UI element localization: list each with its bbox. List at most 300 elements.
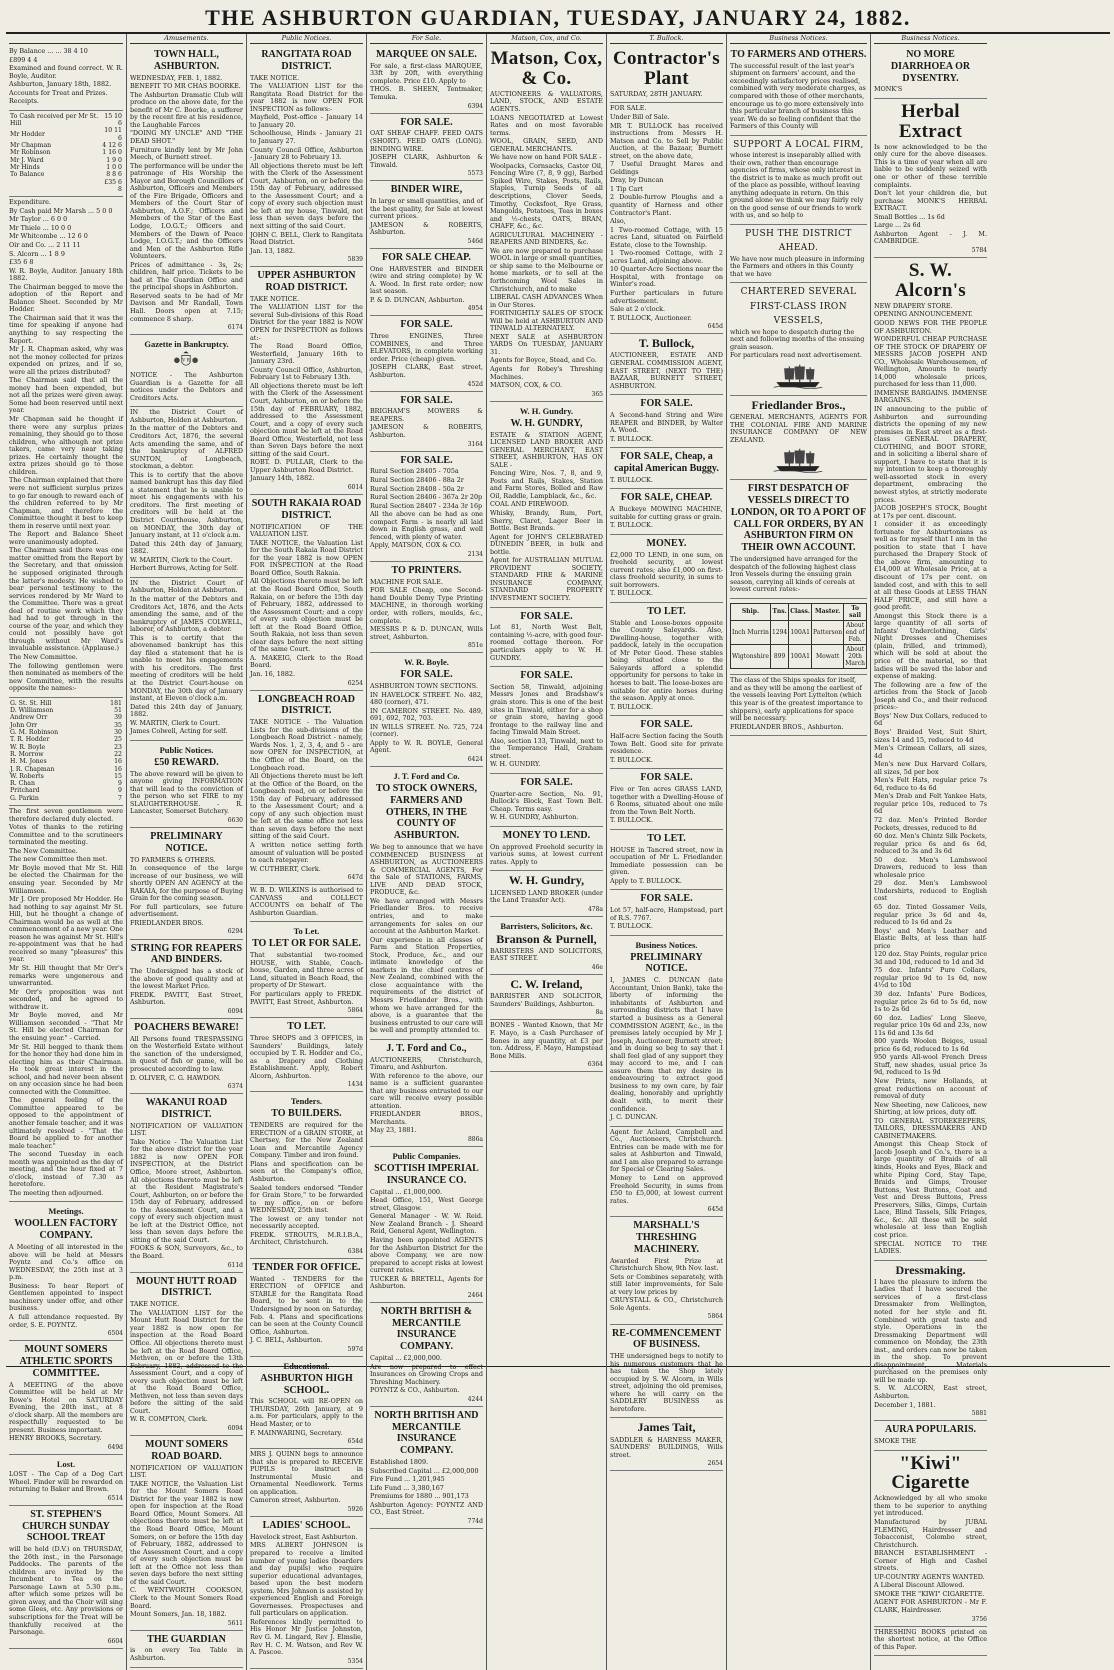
paragraph: Acknowledged by all who smoke them to be superior to anything yet introduced. (874, 1494, 987, 1518)
paragraph: S. W. ALCORN, East street, Ashburton. (874, 1384, 987, 1400)
paragraph: Amongst this Cheap Stock of Jacob Joseph and Co.'s, there is a large quantity of Braids of all kinds, Hooks and Eyes, Black and white Piping Cord, Stay Tape, Braids and Gimps, Trouser Buttons, Vest Buttons, Coat and Vest and Dress Buttons, Press Preservers, Silks, Gimps, Curtain Lace, Blind Tassels, Silk Fringes, &c., &c. All these will be sold wholesale at less than English cost price. (874, 1140, 987, 1239)
table-cell: Mr Robinson (10, 149, 51, 157)
advertisement (130, 1436, 243, 1631)
paragraph: Money to Lend on approved Freehold Security, in sums from £50 to £5,000, at lowest current rates. (609, 1173, 723, 1205)
paragraph: In large or small quantities, and of the best quality, for Sale at lowest current prices. (369, 197, 483, 221)
table-cell: John Orr (10, 721, 38, 729)
paragraph: A written notice setting forth amount of valuation will be posted to each ratepayer. (249, 841, 363, 865)
paragraph: Amongst this Stock there is a large quantity of all sorts of Infants' Underclothing, Girls' Night Dresses and Chemises (plain, frilled, and trimmed), which will be sold at about the price of the material, so that ladies will be saved the labor and expense of making. (874, 611, 987, 681)
paragraph: Whisky, Brandy, Rum, Port, Sherry, Claret, Lager Beer in Bottle. Best Brands. (489, 509, 603, 533)
paragraph: The second Tuesday in each month was appointed as the day of meeting, and the hour fixed at 7 o'clock, instead of 7.30 as heretofore. (9, 1150, 123, 1189)
ad-title: FOR SALE. (640, 893, 693, 905)
ad-title: SCOTTISH IMPERIAL INSURANCE CO. (374, 1163, 479, 1186)
advertisement (874, 46, 987, 99)
table-header-cell: Ship. (730, 603, 770, 620)
ad-code: 6094 (227, 1424, 243, 1432)
paragraph: New Prints, new Hollands, at great reductions on account of removal of duty (874, 1077, 987, 1101)
table-cell: 25 (114, 736, 122, 744)
advertisement (370, 392, 483, 452)
paragraph: Our experience in all classes of Farm and Station Properties, Stock, Produce, &c., and our intimate knowledge of the markets in the chief centres of New Zealand, combined with the close acquaintance with the requirements of the district of Messrs Friedlander Bros., with whom we have arranged for the above, is a guarantee that the business entrusted to our care will be well and promptly attended to. (369, 935, 483, 1035)
paragraph: Boys' Braided Vest, Suit Shirt, sizes 14 and 15, reduced to 4d (874, 727, 987, 744)
ad-title: MOUNT HUTT ROAD DISTRICT. (136, 1275, 237, 1299)
advertisement (130, 335, 243, 407)
table-row (9, 714, 123, 721)
table-cell: W. R. Boyle (10, 743, 46, 751)
ad-code: 6094 (227, 1007, 243, 1015)
paragraph: All Persons found TRESPASSING on the Westerfield Estate without the sanction of the undersigned, in quest of fish or game, will be prosecuted according to law. (129, 1034, 243, 1073)
table-cell: To Balance (10, 171, 45, 179)
table-cell: 10 11 6 (104, 127, 122, 142)
ad-code: 5881 (971, 1410, 987, 1418)
advertisement (370, 114, 483, 182)
paragraph: THRESHING BOOKS printed on the shortest notice, at the Office of this Paper. (874, 1627, 987, 1651)
advertisement (370, 767, 483, 1040)
account-table (9, 700, 123, 802)
ad-code: 611d (227, 1261, 243, 1269)
paragraph: NEXT SALE at ASHBURTON YARDS On TUESDAY, JANUARY 31. (489, 332, 603, 356)
paragraph: The New Committee. (9, 846, 78, 855)
paragraph: Men's Crimean Collars, all sizes, 4d (874, 744, 987, 760)
table-row (9, 179, 123, 194)
advertisement (370, 46, 483, 114)
newspaper-title: THE ASHBURTON GUARDIAN, TUESDAY, JANUARY 24, 1882. (205, 5, 911, 30)
advertisement (370, 181, 483, 249)
paragraph: We have now on hand FOR SALE - (489, 153, 602, 162)
paragraph: The successful result of the last year's shipment on farmers' account, and the exceedingly satisfactory prices realised, combined with very moderate charges, as compared with those of other merchants, encourage us to go more extensively into this particular branch of business this year. We do so feeling confident that the Farmers of this County will (729, 61, 866, 131)
advertisement (130, 1631, 243, 1668)
paragraph: JOSEPH CLARK, Ashburton & Tinwald. (369, 153, 483, 169)
advertisement (610, 716, 723, 769)
advertisement (730, 599, 867, 676)
advertisement (130, 940, 243, 1019)
paragraph: Cameron street, Ashburton. (249, 1496, 341, 1505)
table-cell: J. R. Chapman (10, 765, 55, 773)
paragraph: Jan. 13, 1882. (249, 246, 296, 255)
paragraph: AUCTIONEERS, Christchurch, Timaru, and Ashburton. (369, 1055, 483, 1072)
advertisement (9, 46, 123, 111)
paragraph: Five or Ten acres GRASS LAND, together with a Dwelling-House of 6 Rooms, situated about one mile from the Town Belt North. (609, 784, 723, 816)
table-row (9, 149, 123, 156)
paragraph: W. H. GUNDRY. (489, 760, 541, 769)
paragraph: Wanted - TENDERS for the ERECTION of OFFICE and STABLE for the Rangitata Road Board, to be sent in to the Undersigned by noon on Saturday, Feb. 4. Plans and specifications can be seen at the County Council Office, Ashburton. (249, 1274, 363, 1336)
paragraph: Mayfield, Post-office - January 14 to January 20. (249, 113, 363, 129)
ad-code: 4954 (467, 305, 483, 313)
paragraph: T. BULLOCK. (609, 434, 653, 443)
paragraph: Mr St. Hill begged to thank them for the honor they had done him in electing him as their Chairman. He took great interest in the school, and had never been absent on any occasion since he had been connected with the Committee. (9, 1042, 123, 1096)
paragraph: Jan. 16, 1882. (249, 670, 296, 679)
paragraph: Mr Taylor ... 6 0 0 (9, 215, 68, 224)
paragraph: FOR SALE Cheap, one Second-hand Double Demy Type Printing MACHINE, in thorough working order, with rollers, moulds, &c., complete. (369, 586, 483, 625)
ad-code: 774d (467, 1517, 483, 1525)
paragraph: This is to certify that the above named bankrupt has this day filed a statement that he is unable to meet his engagements with his creditors. The first meeting of creditors will be held at the District Courthouse, Ashburton, on MONDAY, the 30th day of January instant, at 11 o'clock a.m. (129, 470, 243, 540)
ad-title: SOUTH RAKAIA ROAD DISTRICT. (251, 498, 362, 521)
table-row (9, 751, 123, 758)
ad-title: NORTH BRITISH AND MERCANTILE INSURANCE COMPANY. (374, 1409, 479, 1457)
paragraph: FRIEDLANDER BROS., Merchants. (369, 1110, 483, 1126)
ad-code: 5354 (347, 1657, 363, 1665)
advertisement (610, 489, 723, 534)
table-cell: G. St. St. Hill (10, 699, 52, 707)
advertisement (130, 828, 243, 940)
paragraph: The above reward will be given to anyone giving INFORMATION that will lead to the conviction of the person who set FIRE to my SLAUGHTERHOUSE. - R. Lancaster, Somerset Butchery. (129, 769, 243, 816)
ad-title: POACHERS BEWARE! (134, 1021, 239, 1033)
paragraph: MONK'S (874, 85, 903, 94)
table-row (730, 620, 866, 644)
paragraph: Mr J. R. Chapman asked, why was not the money collected for prizes expended on prizes, and if so, were all the prizes distributed? (9, 345, 123, 376)
advertisement (610, 830, 723, 891)
paragraph: FRIEDLANDER BROS., Ashburton. (729, 722, 844, 731)
ad-title: T. Bullock, (638, 336, 695, 351)
advertisement (874, 1421, 987, 1450)
paragraph: T. BULLOCK, Auctioneer. (609, 313, 692, 322)
ad-code: 365 (591, 390, 603, 398)
ad-title: W. H. Gundry, (508, 873, 585, 888)
ad-code: 5926 (347, 1506, 363, 1514)
paragraph: Are now prepared to effect Insurances on Growing Crops and Threshing Machinery. (369, 1362, 483, 1386)
paragraph: Votes of thanks to the retiring Committee and to the scrutineers terminated the meeting. (9, 823, 123, 847)
paragraph: LICENSED LAND BROKER (under the Land Transfer Act). (489, 888, 603, 905)
table-cell: D. Williamson (10, 707, 54, 715)
paragraph: whose interest is inseparably allied with their own, rather than encourage agencies of firms, whose only interest in the district is to make as much profit out of the place as possible, without leaving anything adequate in return. On this ground alone we think we may fairly rely on the good sense of our friends to work with us, and so help to (729, 151, 864, 220)
paragraph: C. WENTWORTH COOKSON, Clerk to the Mount Somers Road Board. (129, 1586, 243, 1610)
paragraph: W. H. GUNDRY, Ashburton. (489, 813, 579, 822)
paragraph: Men's Felt Hats, regular price 7s 6d, reduce to 4s 6d (874, 776, 987, 792)
table-header-cell: Master. (812, 603, 844, 620)
advertisement (490, 774, 603, 827)
ad-code: 6364 (587, 1061, 603, 1069)
paragraph: A Meeting of all interested in the above will be held at Messrs Poyntz and Co.'s office on WEDNESDAY, the 25th inst at 3 p.m. (9, 1243, 123, 1282)
paragraph: James Colwell, Acting for self. (129, 727, 228, 736)
ad-title: MARQUEE ON SALE. (376, 49, 477, 60)
paragraph: Manufactured by JUBAL FLEMING, Hairdresser and Tobacconist, Colombo street, Christchurch. (874, 1518, 987, 1549)
ad-code: 6514 (107, 1494, 123, 1502)
ad-code: 6014 (347, 483, 363, 491)
advertisement (370, 1147, 483, 1303)
paragraph: 800 yards Woolen Beiges, usual price 6s 6d, reduced to 1s 6d (874, 1037, 987, 1053)
ad-title: FOR SALE CHEAP. (382, 251, 471, 263)
ad-title: NO MORE DIARRHOEA OR DYSENTRY. (890, 49, 971, 84)
advertisement (490, 1020, 603, 1072)
paragraph: Having been appointed AGENTS for the Ashburton District for the above Company, we are now prepared to accept risks at lowest current rates. (369, 1235, 483, 1275)
table-row (9, 142, 123, 149)
table-cell: 899 (770, 645, 788, 669)
advertisement (610, 1418, 723, 1471)
paragraph: W. B. D. WILKINS is authorised to CANVASS and COLLECT ACCOUNTS on behalf of The Ashburton Guardian. (249, 886, 363, 917)
advertisement (610, 535, 723, 603)
paragraph: CRUYSTALL & CO., Christchurch Sole Agents. (609, 1296, 723, 1312)
paragraph: W. CUTHBERT, Clerk. (249, 864, 321, 873)
paragraph: Mr Thiele ... 10 0 0 (9, 223, 72, 232)
advertisement (130, 1273, 243, 1436)
advertisement (610, 103, 723, 334)
ad-code: 5611 (227, 1619, 243, 1627)
section-heading: Meetings. (48, 1206, 84, 1217)
advertisement (250, 267, 363, 495)
advertisement (874, 1451, 987, 1627)
table-row (9, 744, 123, 751)
paragraph: The undersigned have arranged for the despatch of the following highest class Iron Vessels during the ensuing grain season, carrying all kinds of cereals at lowest current rates:- (729, 554, 858, 594)
ad-title: LONGBEACH ROAD DISTRICT. (258, 693, 355, 717)
table-cell: G. M. Robinson (10, 728, 59, 736)
paragraph: TO FARMERS & OTHERS. (129, 855, 216, 864)
paragraph: We have now much pleasure in informing the Farmers and others in this County that we have (729, 254, 865, 278)
advertisement (610, 46, 723, 103)
shipping-table (730, 603, 867, 670)
paragraph: Receipts. (9, 97, 39, 106)
paragraph: I have the pleasure to inform the Ladies that I have secured the services of a first-class Dressmaker from Wellington, noted for her style and fit. Combined with great taste and style. Operations in the Dressmaking Department will commence on Monday, the 23th inst., and orders can now be taken in the shop. To prevent disappointment, Materials purchased on the premises only will be made up. (874, 1277, 987, 1384)
paragraph: GENERAL MERCHANTS, AGENTS FOR THE COLONIAL FIRE AND MARINE INSURANCE COMPANY OF NEW ZEALAND. (729, 413, 867, 444)
section-heading: W. H. Gundry. (519, 405, 574, 416)
ad-title: Branson & Purnell, (496, 931, 597, 946)
table-row (9, 795, 123, 802)
paragraph: Apply to W. R. BOYLE, General Agent. (369, 738, 483, 755)
paragraph: Examined and found correct. W. R. Boyle, Auditor. (9, 64, 123, 80)
ad-title: FOR SALE. (400, 394, 453, 406)
paragraph: 7 Useful Draught Mares and Geldings (609, 160, 723, 176)
advertisement (610, 603, 723, 716)
paragraph: FOOKS & SON, Surveyors, &c., to the Board. (129, 1244, 243, 1261)
paragraph: Oir and Co. ... 2 11 11 (9, 241, 81, 249)
paragraph: The general feeling of the Committee appeared to be opposed to the appointment of another female teacher, and it was ultimately resolved - "That the Board be applied to for another male teacher." (9, 1096, 123, 1150)
paragraph: Quarter-acre Section, No. 91, Bullock's Block, East Town Belt. Cheap. Terms easy. (489, 789, 603, 813)
paragraph: That substantial two-roomed HOUSE, with Stable, Coach-house, Garden, and three acres of Land, situated in Beach Road, the property of Dr Stewart. (249, 951, 363, 990)
ad-code: 597d (347, 1345, 363, 1353)
paragraph: 120 doz. Stay Points, regular price 3d and 10d, reduced to 1d and 3d (874, 950, 987, 966)
table-cell: About 20th March (845, 646, 866, 668)
table-cell: 8 8 6 (106, 171, 122, 179)
paragraph: The Chairman said that it was the time for speaking if anyone had anything to say respecting the Report. (9, 313, 123, 345)
paragraph: THE undersigned begs to notify to his numerous customers that he has taken the Shop lately occupied by S. W. Alcorn, in Wills street, adjoining the old premises, where he will carry on the SADDLERY BUSINESS as heretofore. (609, 1352, 723, 1413)
paragraph: The VALUATION LIST for the Rangitata Road District for the year 1882 is now OPEN FOR INSPECTION as follows:- (249, 82, 363, 113)
paragraph: LIBERAL CASH ADVANCES When in Our Stores. (489, 293, 603, 309)
table-row (9, 758, 123, 765)
paragraph: Agents for Boyce, Stead, and Co. (489, 356, 597, 365)
paragraph: Lot 57, half-acre, Hampstead, part of R.S. 7767. (609, 906, 723, 922)
advertisement (370, 562, 483, 653)
advertisement (874, 1627, 987, 1657)
ad-title: RANGITATA ROAD DISTRICT. (261, 49, 352, 72)
ad-title: TOWN HALL, ASHBURTON. (153, 49, 220, 72)
column-3 (246, 34, 366, 1670)
paragraph: Agents for Robey's Threshing Machines. (489, 365, 603, 381)
advertisement (9, 806, 123, 1202)
paragraph: TAKE NOTICE - The Valuation Lists for the sub-divisions of the Longbeach Road District - namely, Wards Nos. 1, 2, 3, 4, and 5 - are now OPEN for INSPECTION, at the Office of the Board, on the Longbeach road. (249, 718, 363, 772)
ad-title: LADIES' SCHOOL. (262, 1520, 351, 1532)
advertisement (250, 1517, 363, 1669)
ad-title: Dressmaking. (895, 1262, 966, 1277)
advertisement (130, 1094, 243, 1273)
paragraph: T. BULLOCK. (609, 589, 653, 598)
table-row (9, 157, 123, 164)
column-header: Business Notices. (730, 35, 867, 44)
paragraph: Is now acknowledged to be the only cure for the above diseases. This is a time of year when all are liable to be suddenly seized with one or other of these terrible complaints. (874, 142, 987, 189)
table-row (9, 736, 123, 743)
paragraph: FREDK. PAVITT, East Street, Ashburton. (129, 990, 243, 1007)
paragraph: TAKE NOTICE, the Valuation List for the South Rakaia Road District for the year 1882 is now OPEN FOR INSPECTION at the Road Board Office, South Rakaia. (249, 538, 363, 577)
paragraph: Fencing Wire, Nos. 7, 8, and 9, Posts and Rails, Stakes, Station and Farm Stores, Bolled and Raw Oil, Raddle, Lampblack, &c., &c. (489, 469, 603, 500)
ad-title: C. W. Ireland, (510, 977, 583, 992)
paragraph: OAT SHEAF CHAFF. FEED OATS (SHORT). FEED OATS (LONG). BINDING WIRE. (369, 129, 483, 153)
table-row (9, 766, 123, 773)
paragraph: SMOKE THE "KIWI" CIGARETTE. (874, 1589, 985, 1598)
paragraph: 1 Two-roomed Cottage, with 15 acres Land, situated on Fairfield Estate, close to the Township. (609, 225, 723, 249)
paragraph: Mr J. Orr proposed Mr Hodder. He had nothing to say against Mr St. Hill, but he thought a change of Chairman would be as well at the commencement of a new year. One reason he was against Mr St. Hill's re-appointment was that he had received so many "pleasures" this year. (9, 895, 123, 964)
advertisement (250, 1357, 363, 1449)
paragraph: We are now prepared to purchase WOOL in large or small quantities, or ship same to the Melbourne or home markets, or to sell at the forthcoming Wool Sales in Christchurch, and to make (489, 246, 603, 293)
paragraph: 10 Quarter-Acre Sections near the Hospital, with frontage on Winter's road. (609, 265, 723, 289)
table-row (9, 164, 123, 171)
column-header: T. Bullock. (610, 35, 723, 44)
paragraph: Havelock street, East Ashburton. (249, 1532, 358, 1541)
advertisement (730, 225, 867, 283)
paragraph: ROBT. D. PULLAR, Clerk to the Upper Ashburton Road District. (249, 458, 363, 474)
table-cell: 51 (114, 707, 122, 715)
paragraph: The Chairman begged to move the adoption of the Report and Balance Sheet. Seconded by Mr Hodder. (9, 282, 123, 314)
table-row (9, 707, 123, 714)
paragraph: S. Alcorn ... 1 8 9 (9, 249, 65, 258)
section-heading: Business Notices. (635, 939, 698, 950)
paragraph: BONES - Wanted Known, that Mr F. Mayo, is a Cash Purchaser of Bones in any quantity, at £3 per ton. Address, F. Mayo, Hampstead Bone Mills. (489, 1021, 603, 1060)
column-5 (486, 34, 606, 1670)
table-cell: 7 (118, 794, 122, 802)
ad-code: 2654 (707, 1460, 723, 1468)
paragraph: Also, (609, 217, 626, 226)
paragraph: Premiums for 1880 ... 901,173 (369, 1492, 469, 1501)
paragraph: The following are a few of the articles from the Stock of Jacob Joseph and Co., and their reduced prices:- (874, 680, 987, 712)
paragraph: All the above can be had as one compact Farm - is nearly all laid down in English grass, and well fenced, with plenty of water. (369, 510, 483, 541)
advertisement (490, 46, 603, 402)
advertisement (250, 1092, 363, 1259)
advertisement (490, 608, 603, 668)
paragraph: P. & D. DUNCAN, Ashburton. (369, 295, 465, 304)
paragraph: Lot 81, North West Belt, containing ½-acre, with good four-roomed cottage thereon. For particulars apply to W. H. GUNDRY. (489, 623, 603, 662)
table-cell: Mr Chapman (10, 142, 52, 150)
ad-code: 6604 (107, 1637, 123, 1645)
paragraph: In the matter of the Debtors and Creditors Act, 1876, the several Acts amending the same, and of the bankruptcy of ALFRED SUNTON, of Longbeach, stockman, a debtor. (129, 424, 243, 471)
ad-title: W. H. GUNDRY, (510, 417, 583, 429)
paragraph: Further particulars in future advertisement. (609, 289, 723, 305)
paragraph: References kindly permitted to His Honor Mr Justice Johnston, Rev G. M. Lingard, Rev J. Elmslie, Rev H. C. M. Watson, and Rev W. A. Pascoe. (249, 1617, 363, 1657)
ad-code: 649d (107, 1443, 123, 1451)
paragraph: 1 Tip Cart (609, 184, 643, 193)
paragraph: NOTIFICATION OF VALUATION LIST. (129, 1463, 243, 1480)
paragraph: Take Notice - The Valuation List for the above district for the year 1882 is now OPEN FOR INSPECTION, at the District Office, Moore street, Ashburton. All objections thereto must be left at the Resident Magistrate's Court, Ashburton, on or before the 15th day of February, addressed to the Assessment Court, and a copy of every such objection must be left at the District Office, not less than seven days before the sitting of the said Court. (129, 1137, 243, 1244)
paragraph: J. C. BELL, Ashburton. (249, 1336, 323, 1345)
advertisement (370, 1407, 483, 1529)
paragraph: Apply, MATSON, COX & CO. (369, 541, 462, 550)
advertisement (250, 691, 363, 886)
paragraph: Agent for Acland, Campbell and Co., Auctioneers, Christchurch. Entries can be made with me for sales at Ashburton and Tinwald, and I am also prepared to arrange for Special or Clearing Sales. (609, 1127, 723, 1174)
paragraph: ASHBURTON TOWN SECTIONS. (369, 682, 478, 691)
ad-title: NORTH BRITISH & MERCANTILE INSURANCE COMPANY. (380, 1305, 473, 1353)
paragraph: WEDNESDAY, FEB. 1, 1882. (129, 73, 223, 82)
paragraph: The new Committee then met. (9, 855, 108, 864)
paragraph: IN the District Court of Ashburton, Holden at Ashburton. (129, 578, 243, 595)
paragraph: Life Fund ... 3,380,167 (369, 1483, 444, 1492)
advertisement (130, 46, 243, 335)
ad-code: 5864 (347, 1007, 363, 1015)
table-header-cell: Class. (789, 603, 812, 620)
paragraph: Men's Drab and Felt Yankee Hats, regular price 10s, reduced to 7s 6d (874, 792, 987, 816)
column-header: Amusements. (130, 35, 243, 44)
paragraph: MR T. BULLOCK has received instructions from Messrs H. Matson and Co. to Sell by Public Auction, at the Bazaar, Burnett street, on the above date, (609, 121, 723, 160)
paragraph: Established 1809. (369, 1458, 429, 1467)
paragraph: December 1, 1881. (874, 1400, 936, 1409)
paragraph: WOOL, GRAIN, SEED, AND GENERAL MERCHANTS. (489, 137, 603, 153)
ad-title: TO LET. (287, 1021, 326, 1033)
paragraph: is on every Tea Table in Ashburton. (129, 1646, 243, 1663)
paragraph: Dray, by Duncan (609, 176, 664, 185)
paragraph: Herbert Burrows, Acting for Self. (129, 564, 239, 573)
paragraph: A Buckeye MOWING MACHINE, suitable for cutting grass or grain. (609, 505, 723, 521)
paragraph: TAKE NOTICE, the Valuation List for the Mount Somers Road District for the year 1882 is now open for inspection at the Road Board Office, Mount Somers. All objections thereto must be left at the Road Board Office, Mount Somers, on or before the 15th day of February, 1882, addressed to the Assessment Court, and a copy of every such objection must be left at the Office not less than seven days before the next sitting of the said Court. (129, 1479, 243, 1586)
paragraph: £899 4 4 (9, 55, 38, 64)
advertisement (9, 197, 123, 697)
table-row (9, 700, 123, 707)
paragraph: All Objections thereto must be left at the Road Board Office, South Rakaia, on or before the 15th day of February, 1882, addressed to the Assessment Court; and a copy of every such objection must be left at the Road Board Office, South Rakaia, not less than seven clear days before the next sitting of the same Court. (249, 577, 363, 654)
ad-code: 46e (591, 964, 603, 971)
paragraph: T. BULLOCK. (609, 702, 653, 711)
paragraph: The Report and Balance Sheet were unanimously adopted. (9, 530, 123, 546)
advertisement (250, 1259, 363, 1357)
ad-code: 645d (707, 323, 723, 331)
paragraph: GOOD NEWS FOR THE PEOPLE OF ASHBURTON. (874, 318, 987, 335)
paragraph: A Second-hand String and Wire REAPER and BINDER, by Walter A. Wood. (609, 410, 723, 435)
ad-title: FOR SALE. (640, 772, 693, 784)
advertisement (130, 1019, 243, 1094)
paragraph: NEW DRAPERY STORE. (874, 301, 953, 310)
ad-title: WOOLLEN FACTORY COMPANY. (14, 1218, 118, 1242)
paragraph: LOANS NEGOTIATED at Lowest Rates and on most favorable terms. (489, 113, 603, 137)
paragraph: Woolpacks, Cornsacks, Castor Oil, Fencing Wire (7, 8, 9 gg), Barbed Spiked Wire, Stakes, Posts, Rails, Staples, Turnip Seeds of all descriptions, Clover Seeds, Timothy, Cocksfoot, Rye Grass, Mangolds, Potatoes, Teas in boxes and ½-chests, OATS, BRAN, CHAFF, &c., &c. (489, 161, 603, 231)
paragraph: J. C. DUNCAN. (609, 1113, 658, 1122)
paragraph: For sale, a first-class MARQUEE, 33ft by 20ft, with everything complete. Price £10. Apply to (369, 61, 483, 85)
table-cell: Patterson (812, 620, 844, 644)
ad-code: 6174 (227, 324, 243, 332)
ad-title: MOUNT SOMERS ROAD BOARD. (145, 1439, 228, 1462)
paragraph: Half-acre Section facing the South Town Belt. Good site for private residence. (609, 731, 723, 756)
paragraph: Mr Boyle moved that Mr St. Hill be elected the Chairman for the ensuing year. Seconded by Mr Williamson. (9, 863, 123, 895)
table-cell: 30 (114, 728, 122, 736)
column-header (9, 35, 123, 44)
paragraph: The VALUATION LIST for the several Sub-divisions of this Road District for the year 1882 is NOW OPEN for INSPECTION as follows at:- (249, 303, 363, 342)
paragraph: Section 58, Tinwald, adjoining Messrs Jones and Bradshaw's grain store. This is one of the best sites in Tinwald, either for a shop or grain store, having good frontage to the railway line and facing Tinwald Main Street. (489, 682, 603, 737)
paragraph: MESSRS P. & D. DUNCAN, Wills street, Ashburton. (369, 625, 483, 641)
table-cell: 100A1 (789, 645, 812, 669)
paragraph: BRIGHAM'S MOWERS & REAPERS. (369, 407, 483, 423)
paragraph: Mount Somers, Jan. 18, 1882. (129, 1610, 227, 1619)
section-heading: Tenders. (290, 1096, 323, 1107)
paragraph: T. BULLOCK. (609, 755, 653, 764)
svg-text:V R: V R (182, 357, 191, 363)
paragraph: Rural Section 28408 - 50a 2r (369, 484, 464, 493)
advertisement (610, 1325, 723, 1419)
paragraph: On approved Freehold security in various sums, at lowest current rates. Apply to (489, 842, 603, 866)
table-header-cell: Tns. (770, 603, 788, 620)
ad-title: Matson, Cox, & Co. (490, 48, 603, 89)
paragraph: will be held (D.V.) on THURSDAY, the 26th inst., in the Parsonage Paddocks. The parents of the children are invited by the Incumbent to Tea on the Parsonage Lawn at 5.30 p.m., after which some prizes will be given away, and the Choir will sing some Glees, etc. Any provisions or subscriptions for the Treat will be thankfully received at the Parsonage. (9, 1545, 123, 1637)
paragraph: COAL AND FIREWOOD. (489, 500, 569, 509)
column-header: Matson, Cox, and Co. (490, 35, 603, 44)
ad-title: FOR SALE, CHEAP. (620, 492, 713, 504)
ad-code: 452d (467, 380, 483, 388)
paragraph: We beg to announce that we have COMMENCED BUSINESS at ASHBURTON, as AUCTIONEERS & COMMERCIAL AGENTS, For the Sale of STATIONS, FARMS, LIVE AND DEAD STOCK, PRODUCE, &c. (369, 843, 483, 897)
paragraph: W. MARTIN, Clerk to Court. (129, 718, 221, 727)
paragraph: Plans and specification can be seen at the Company's office, Ashburton. (249, 1159, 363, 1183)
paragraph: The lowest or any tender not necessarily accepted. (249, 1214, 363, 1231)
paragraph: A MEETING of the above Committee will be held at Mr Rowe's Hotel on SATURDAY Evening, the 28th inst., at 8 o'clock sharp. All the members are respectfully requested to be present. Business important. (9, 1380, 123, 1434)
column-2 (126, 34, 246, 1670)
